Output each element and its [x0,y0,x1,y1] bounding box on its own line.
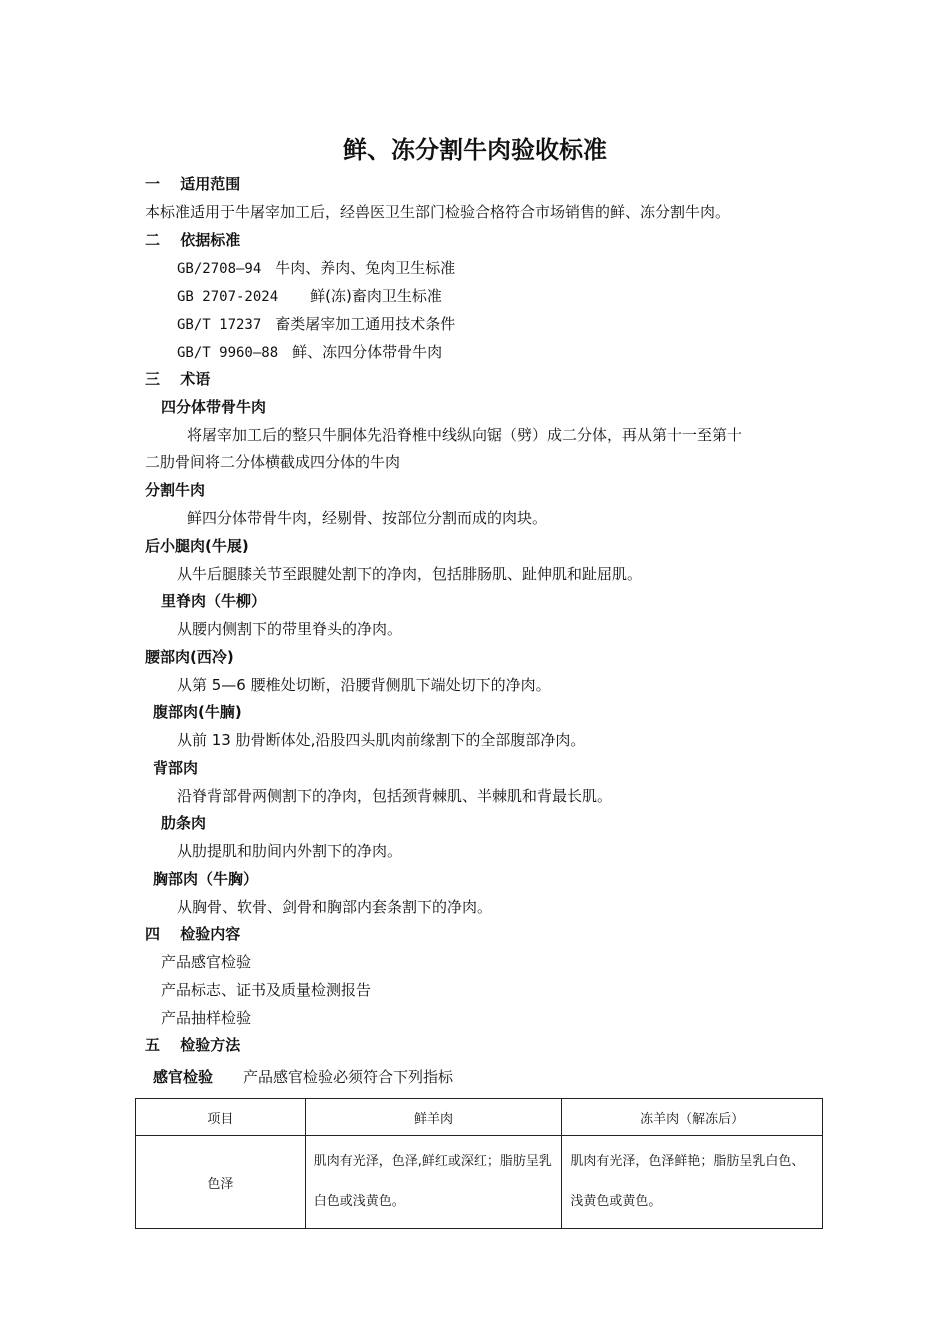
term-definition: 从牛后腿膝关节至跟腱处割下的净肉，包括腓肠肌、趾伸肌和趾屈肌。 [177,565,643,583]
section-1-heading: 一 适用范围 [145,175,241,193]
standard-code: GB/T 17237 [177,317,262,333]
term-definition: 沿脊背部骨两侧割下的净肉，包括颈背棘肌、半棘肌和背最长肌。 [177,787,613,805]
section-3-heading: 三 术语 [145,370,211,388]
term-heading: 里脊肉（牛柳） [161,592,267,610]
term-heading: 肋条肉 [161,814,207,832]
standard-name: 鲜(冻)畜肉卫生标准 [310,287,442,305]
sensory-text: 产品感官检验必须符合下列指标 [243,1068,454,1086]
document-title: 鲜、冻分割牛肉验收标准 [343,136,607,164]
table-row [136,1136,823,1229]
term-heading: 背部肉 [153,759,199,777]
table-header-cell: 项目 [136,1099,306,1136]
table-cell-fresh: 肌肉有光泽，色泽,鲜红或深红；脂肪呈乳白色或浅黄色。 [305,1136,562,1229]
inspection-item: 产品感官检验 [161,953,252,971]
table-header-cell: 冻羊肉（解冻后） [562,1099,823,1136]
standard-name: 牛肉、养肉、兔肉卫生标准 [275,259,456,277]
term-heading: 胸部肉（牛胸） [153,870,259,888]
term-definition: 从肋提肌和肋间内外割下的净肉。 [177,842,403,860]
standard-item [177,314,455,335]
standard-code: GB 2707-2024 [177,289,279,305]
standard-item [177,342,442,363]
section-4-heading: 四 检验内容 [145,925,241,943]
standard-code: GB/2708—94 [177,261,262,277]
term-definition: 从前 13 肋骨断体处,沿股四头肌肉前缘割下的全部腹部净肉。 [177,731,586,749]
standard-name: 鲜、冻四分体带骨牛肉 [292,343,443,361]
standard-item [177,258,455,279]
sensory-spec-table [135,1098,823,1229]
term-heading: 四分体带骨牛肉 [161,398,267,416]
term-definition: 二肋骨间将二分体横截成四分体的牛肉 [145,453,401,471]
standard-item [177,286,442,307]
term-definition: 将屠宰加工后的整只牛胴体先沿脊椎中线纵向锯（劈）成二分体，再从第十一至第十 [187,426,743,444]
term-heading: 分割牛肉 [145,481,206,499]
term-definition: 鲜四分体带骨牛肉，经剔骨、按部位分割而成的肉块。 [187,509,548,527]
term-heading: 腰部肉(西冷) [145,648,234,666]
section-2-heading: 二 依据标准 [145,231,241,249]
term-definition: 从第 5—6 腰椎处切断，沿腰背侧肌下端处切下的净肉。 [177,676,551,694]
term-definition: 从胸骨、软骨、剑骨和胸部内套条割下的净肉。 [177,898,493,916]
table-header-cell: 鲜羊肉 [305,1099,562,1136]
inspection-item: 产品标志、证书及质量检测报告 [161,981,372,999]
section-5-heading: 五 检验方法 [145,1036,241,1054]
table-header-row [136,1099,823,1136]
term-heading: 腹部肉(牛腩) [153,703,242,721]
standard-code: GB/T 9960—88 [177,345,279,361]
standard-name: 畜类屠宰加工通用技术条件 [275,315,456,333]
section-1-text: 本标准适用于牛屠宰加工后，经兽医卫生部门检验合格符合市场销售的鲜、冻分割牛肉。 [145,203,731,221]
term-definition: 从腰内侧割下的带里脊头的净肉。 [177,620,403,638]
sensory-subheading [153,1067,453,1087]
term-heading: 后小腿肉(牛展) [145,537,249,555]
table-cell-item: 色泽 [136,1136,306,1229]
sensory-label: 感官检验 [153,1068,214,1086]
table-cell-frozen: 肌肉有光泽，色泽鲜艳；脂肪呈乳白色、浅黄色或黄色。 [562,1136,823,1229]
inspection-item: 产品抽样检验 [161,1009,252,1027]
